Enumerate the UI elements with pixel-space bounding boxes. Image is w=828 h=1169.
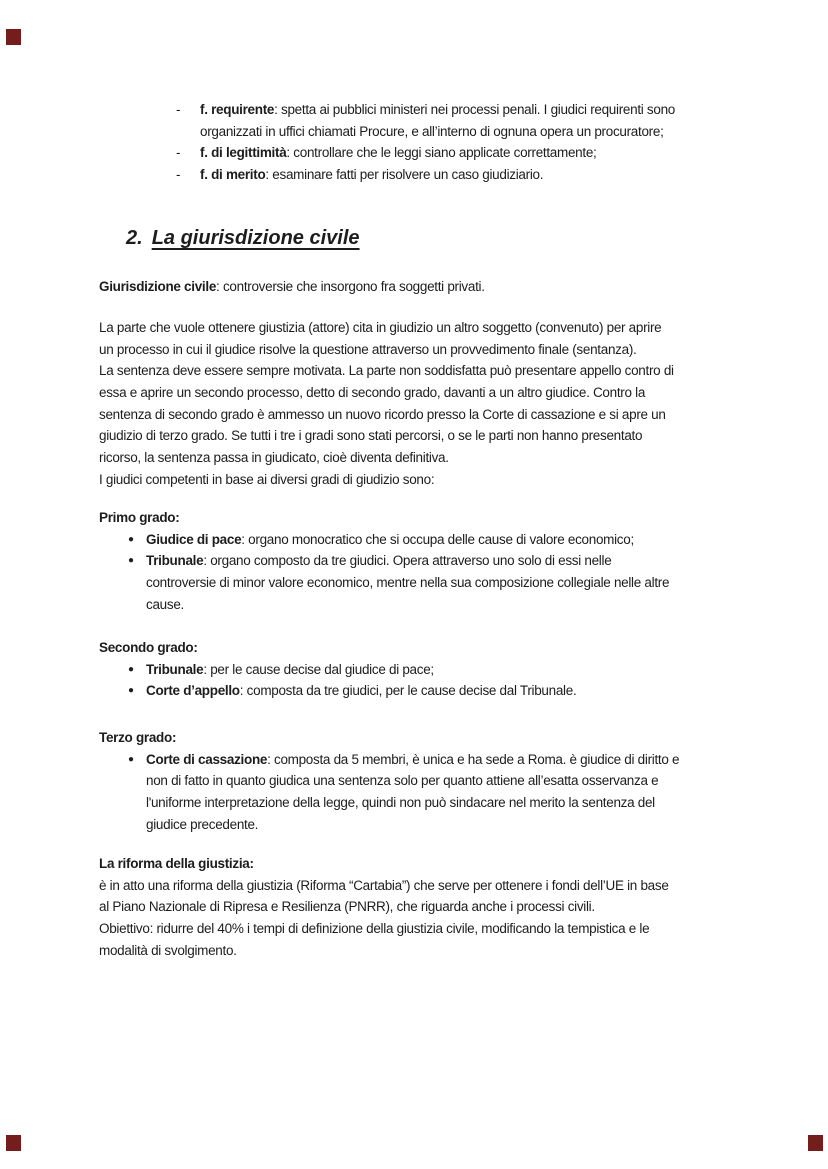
- paragraph-line: La parte che vuole ottenere giustizia (attore) cita in giudizio un altro soggetto (convenuto) per aprire: [99, 320, 662, 335]
- list-item-line: f. requirente: spetta ai pubblici ministeri nei processi penali. I giudici requirenti sono: [200, 102, 675, 117]
- corner-mark-bottom-right: [808, 1135, 823, 1151]
- paragraph-line: un processo in cui il giudice risolve la questione attraverso un provvedimento finale (sentanza).: [99, 341, 637, 357]
- list-item: [99, 99, 675, 142]
- paragraph-line: ricorso, la sentenza passa in giudicato, cioè diventa definitiva.: [99, 450, 449, 466]
- list-item: [99, 142, 675, 164]
- bullet-line: l'uniforme interpretazione della legge, quindi non può sindacare nel merito la sentenza del: [146, 795, 655, 811]
- section-label: Primo grado:: [99, 510, 180, 525]
- paragraph-line: I giudici competenti in base ai diversi gradi di giudizio sono:: [99, 471, 435, 487]
- bullet-line: non di fatto in quanto giudica una sentenza solo per quanto attiene all’esatta osservanza e: [146, 773, 659, 789]
- functions-list: [99, 99, 675, 186]
- list-item-line: f. di legittimità: controllare che le leggi siano applicate correttamente;: [200, 145, 597, 161]
- corner-mark-bottom-left: [6, 1135, 21, 1151]
- bullet-list-item: [99, 680, 576, 702]
- section-label: La riforma della giustizia:: [99, 856, 254, 871]
- bullet-line: controversie di minor valore economico, mentre nella sua composizione collegiale nelle altre: [146, 575, 670, 591]
- definition-line: Giurisdizione civile: controversie che insorgono fra soggetti privati.: [99, 279, 485, 294]
- section-primo-grado: [99, 507, 669, 615]
- paragraph-line: Obiettivo: ridurre del 40% i tempi di definizione della giustizia civile, modificando la tempistica e le: [99, 921, 650, 937]
- section-riforma: [99, 853, 669, 961]
- list-item: [99, 164, 675, 186]
- list-item-line: organizzati in uffici chiamati Procure, e all’interno di ognuna opera un procuratore;: [200, 123, 664, 139]
- corner-mark-top-left: [6, 29, 21, 45]
- intro-paragraph: [99, 317, 674, 491]
- section-terzo-grado: [99, 727, 679, 835]
- bullet-marker: ●: [128, 685, 134, 697]
- dash-marker: -: [176, 167, 181, 183]
- heading-title: La giurisdizione civile: [151, 227, 360, 249]
- paragraph-line: sentenza di secondo grado è ammesso un nuovo ricordo presso la Corte di cassazione e si apre un: [99, 406, 666, 422]
- bullet-marker: ●: [128, 753, 134, 765]
- paragraph-line: giudizio di terzo grado. Se tutti i tre i gradi sono stati percorsi, o se le parti non hanno presentato: [99, 428, 643, 444]
- paragraph-line: La sentenza deve essere sempre motivata. La parte non soddisfatta può presentare appello contro di: [99, 363, 674, 379]
- bullet-line: Corte di cassazione: composta da 5 membri, è unica e ha sede a Roma. è giudice di diritto e: [146, 751, 680, 767]
- bullet-list-item: [99, 659, 576, 681]
- section-secondo-grado: [99, 637, 576, 702]
- bullet-list-item: [99, 550, 669, 615]
- bullet-line: Corte d’appello: composta da tre giudici, per le cause decise dal Tribunale.: [146, 683, 577, 699]
- section-heading: [126, 223, 360, 253]
- heading-number: 2.: [126, 227, 143, 249]
- bullet-list-item: [99, 529, 669, 551]
- paragraph-line: è in atto una riforma della giustizia (Riforma “Cartabia”) che serve per ottenere i fondi dell’UE in base: [99, 877, 669, 893]
- bullet-marker: ●: [128, 663, 134, 675]
- bullet-line: Giudice di pace: organo monocratico che si occupa delle cause di valore economico;: [146, 531, 634, 547]
- bullet-list-item: [99, 749, 679, 836]
- bullet-line: Tribunale: organo composto da tre giudici. Opera attraverso uno solo di essi nelle: [146, 553, 612, 569]
- list-item-line: f. di merito: esaminare fatti per risolvere un caso giudiziario.: [200, 167, 544, 183]
- bullet-line: giudice precedente.: [146, 816, 259, 832]
- section-label: Terzo grado:: [99, 730, 177, 745]
- dash-marker: -: [176, 102, 181, 117]
- section-label: Secondo grado:: [99, 640, 198, 655]
- bullet-line: cause.: [146, 596, 184, 612]
- paragraph-line: modalità di svolgimento.: [99, 942, 237, 958]
- bullet-marker: ●: [128, 533, 134, 545]
- paragraph-line: essa e aprire un secondo processo, detto di secondo grado, davanti a un altro giudice. Contro la: [99, 385, 646, 401]
- bullet-marker: ●: [128, 555, 134, 567]
- paragraph-line: al Piano Nazionale di Ripresa e Resilienza (PNRR), che riguarda anche i processi civili.: [99, 899, 595, 915]
- bullet-line: Tribunale: per le cause decise dal giudice di pace;: [146, 661, 434, 677]
- dash-marker: -: [176, 145, 181, 161]
